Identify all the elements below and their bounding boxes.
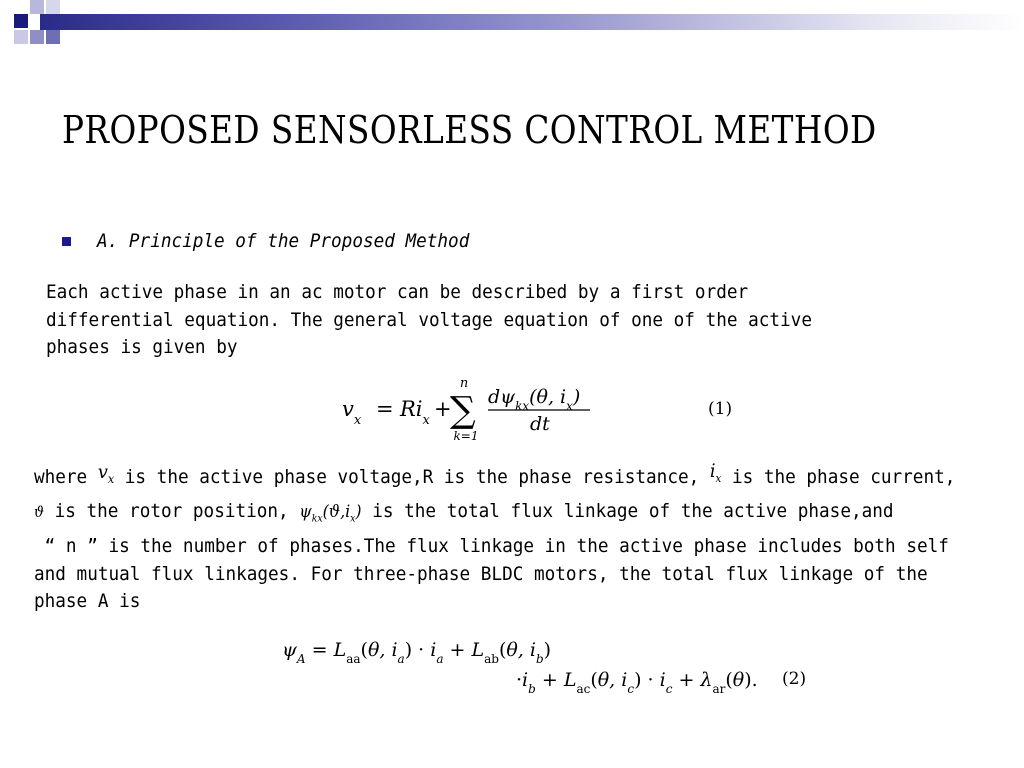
equation-2 (282, 632, 822, 702)
subheading: A. Principle of the Proposed Method (97, 230, 470, 252)
decor-square (14, 30, 28, 44)
intro-line-2: differential equation. The general voltage equation of one of the active (46, 308, 812, 331)
intro-line-3: phases is given by (46, 336, 238, 358)
explanation-paragraph (34, 460, 956, 616)
decor-square (14, 14, 28, 28)
explanation-line-4: and mutual flux linkages. For three-phase BLDC motors, the total flux linkage of the (34, 562, 928, 585)
svg-text:+: + (434, 397, 452, 421)
eq1-denominator: dt (530, 413, 550, 435)
eq1-number: (1) (708, 399, 733, 419)
explanation-line-5: phase A is (34, 590, 141, 613)
header-gradient-bar (40, 14, 1024, 30)
eq1-sum-upper: n (459, 378, 469, 391)
eq1-numerator: $d\psi_{kx}(\theta$, $i_x$) (488, 386, 581, 413)
eq1-sum-lower: k=1 (453, 429, 479, 443)
eq2-line-1: $\psi_A = L_{aa}(\theta$, $i_a) \cdot i_a + L_{ab}(\theta$, $i_b$) (282, 639, 552, 666)
decor-square (30, 0, 44, 14)
explanation-line-1: where $v_x$ is the active phase voltage,R is the phase resistance, $i_x$ is the phase current, (34, 460, 956, 488)
intro-line-1: Each active phase in an ac motor can be described by a first order (46, 281, 749, 303)
slide-title: PROPOSED SENSORLESS CONTROL METHOD (62, 108, 877, 152)
svg-text:=: = (376, 397, 394, 421)
eq1-rhs-term: $Ri_x$ (400, 397, 430, 428)
explanation-line-3: “ n ” is the number of phases.The flux linkage in the active phase includes both self (34, 535, 949, 558)
eq1-lhs: $v_x$ (342, 397, 362, 428)
eq1-sum-sign: ∑ (450, 390, 476, 431)
explanation-line-2: ϑ is the rotor position, $\psi_{kx}(ϑ,i_x)$ is the total flux linkage of the active phase,and (34, 500, 894, 525)
bullet-square-icon (62, 237, 71, 246)
decor-square (30, 30, 44, 44)
equation-1 (342, 378, 762, 448)
eq2-line-2: $\cdot i_b + L_{ac}(\theta$, $i_c) \cdot i_c + \lambda_{ar}(\theta)$. (516, 669, 758, 696)
intro-paragraph (46, 279, 812, 362)
decor-square (46, 0, 60, 14)
eq2-number: (2) (782, 669, 807, 689)
subheading-bullet (62, 230, 497, 252)
decor-square (46, 30, 60, 44)
